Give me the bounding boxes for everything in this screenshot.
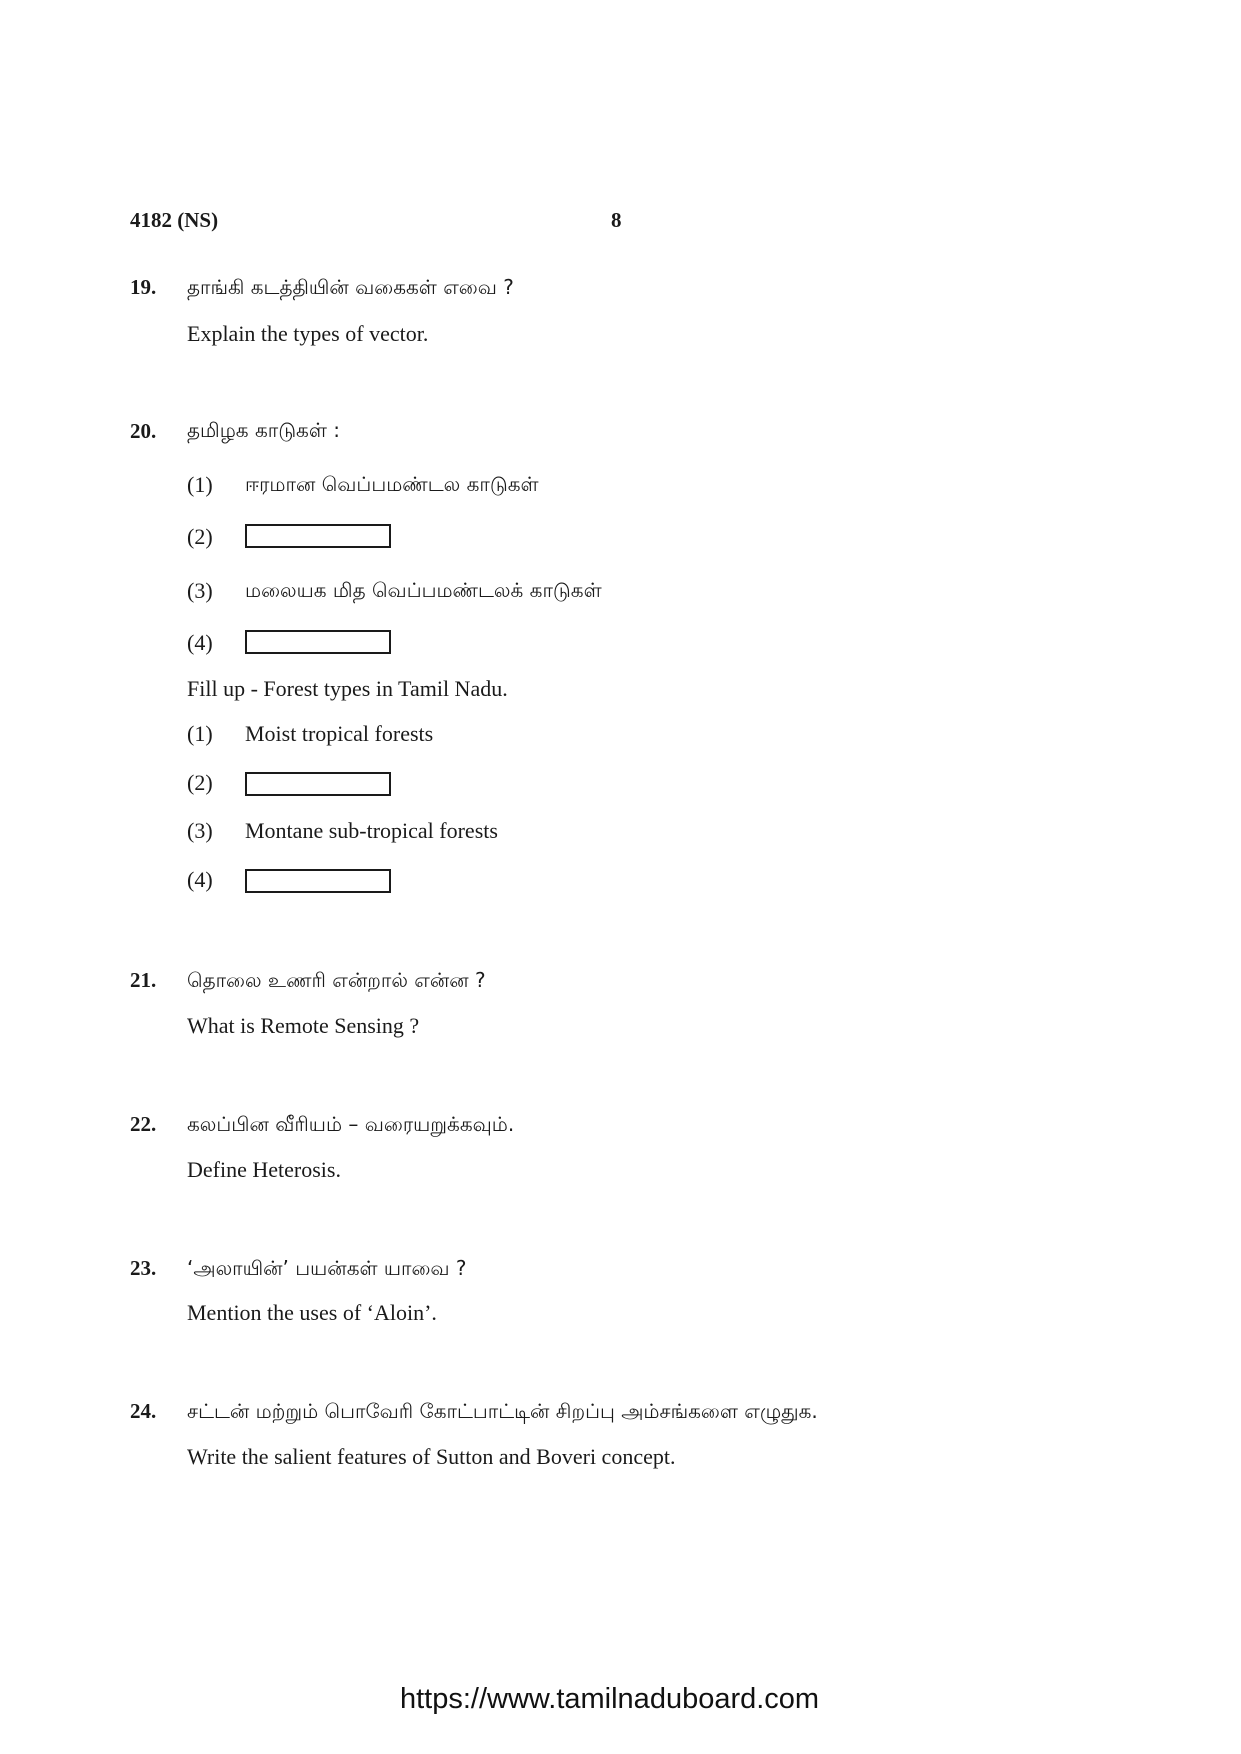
- option-label: (4): [187, 867, 213, 892]
- option-label: (3): [187, 818, 213, 843]
- option-text: ஈரமான வெப்பமண்டல காடுகள்: [245, 472, 539, 496]
- fill-blank-box[interactable]: [245, 772, 391, 796]
- option-label: (1): [187, 721, 213, 746]
- option-text: Moist tropical forests: [245, 721, 434, 746]
- fill-blank-box[interactable]: [245, 869, 391, 893]
- question-english: What is Remote Sensing ?: [187, 1013, 420, 1038]
- option-label: (2): [187, 524, 213, 549]
- question-number: 22.: [130, 1112, 157, 1136]
- question-number: 20.: [130, 419, 157, 443]
- question-english: Define Heterosis.: [187, 1157, 341, 1182]
- option-text: மலையக மித வெப்பமண்டலக் காடுகள்: [245, 578, 602, 602]
- footer-url-link[interactable]: https://www.tamilnaduboard.com: [400, 1683, 820, 1715]
- question-english: Explain the types of vector.: [187, 321, 429, 346]
- question-number: 24.: [130, 1399, 157, 1423]
- question-english: Write the salient features of Sutton and Boveri concept.: [187, 1444, 676, 1469]
- option-label: (4): [187, 630, 213, 655]
- fill-blank-box[interactable]: [245, 630, 391, 654]
- question-number: 19.: [130, 275, 157, 299]
- fill-blank-box[interactable]: [245, 524, 391, 548]
- option-label: (1): [187, 472, 213, 497]
- question-tamil: தொலை உணரி என்றால் என்ன ?: [187, 968, 486, 992]
- page-number: 8: [611, 208, 622, 232]
- question-number: 23.: [130, 1256, 157, 1280]
- question-number: 21.: [130, 968, 157, 992]
- option-label: (3): [187, 578, 213, 603]
- question-tamil: தமிழக காடுகள் :: [187, 418, 340, 442]
- question-tamil: ‘அலாயின்’ பயன்கள் யாவை ?: [187, 1256, 467, 1280]
- paper-code: 4182 (NS): [130, 208, 219, 232]
- option-label: (2): [187, 770, 213, 795]
- question-tamil: சட்டன் மற்றும் பொவேரி கோட்பாட்டின் சிறப்பு அம்சங்களை எழுதுக.: [187, 1399, 818, 1423]
- question-tamil: தாங்கி கடத்தியின் வகைகள் எவை ?: [187, 275, 514, 299]
- question-english: Fill up - Forest types in Tamil Nadu.: [187, 676, 508, 701]
- question-tamil: கலப்பின வீரியம் – வரையறுக்கவும்.: [187, 1112, 515, 1136]
- option-text: Montane sub-tropical forests: [245, 818, 498, 843]
- question-english: Mention the uses of ‘Aloin’.: [187, 1300, 437, 1325]
